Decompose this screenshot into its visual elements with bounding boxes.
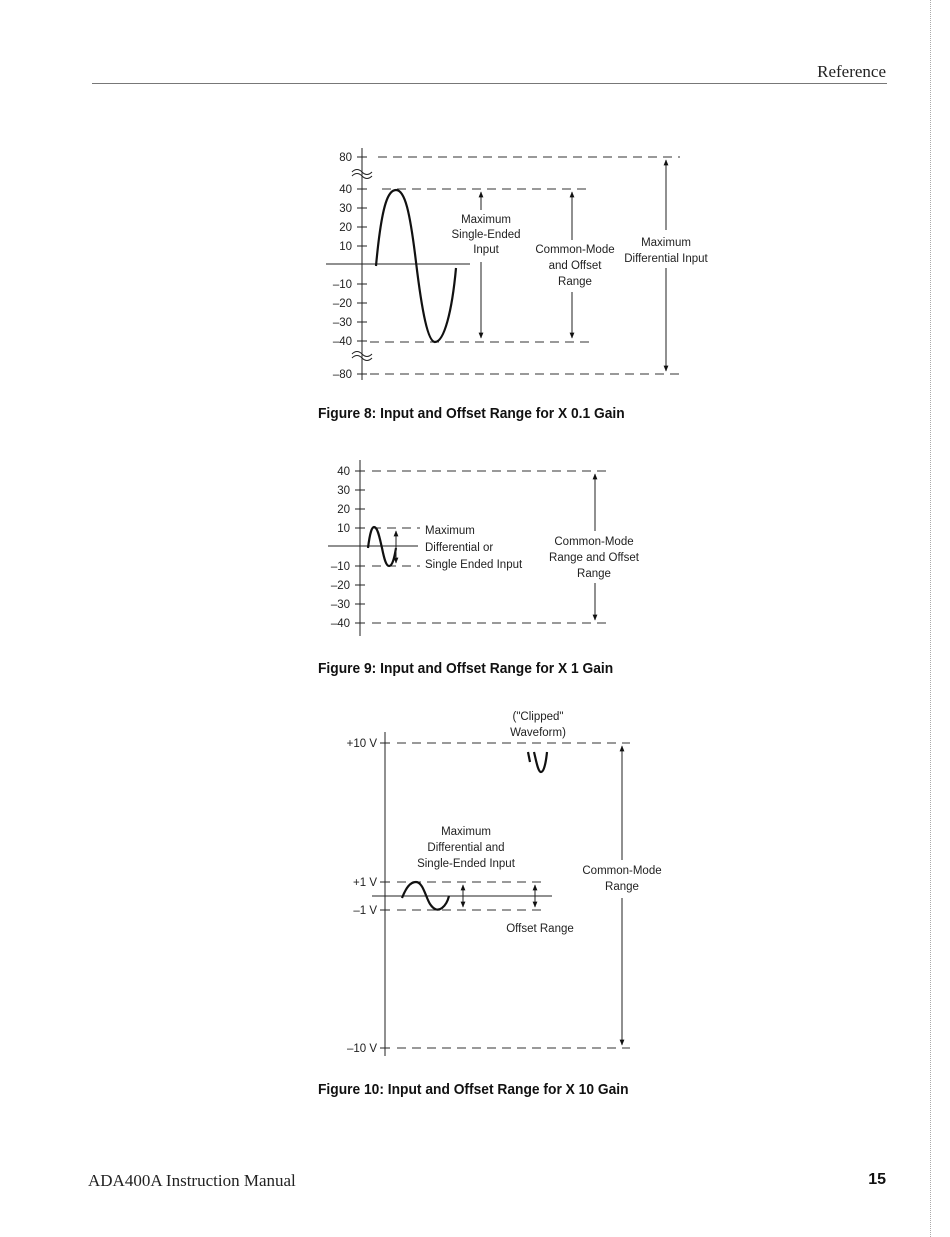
figure-10 <box>347 711 668 1056</box>
figure-10-caption: Figure 10: Input and Offset Range for X 10 Gain <box>318 1081 629 1098</box>
fig9-common-mode-label: Common-Mode <box>554 536 634 548</box>
fig8-tick-label: –80 <box>332 369 352 381</box>
fig10-clipped-label: Waveform) <box>510 727 566 739</box>
fig8-differential-label: Differential Input <box>624 253 708 265</box>
fig10-tick-label: +1 V <box>353 877 377 889</box>
fig9-tick-label: 40 <box>337 466 350 478</box>
fig9-tick-label: 10 <box>337 523 350 535</box>
fig9-common-mode-label: Range and Offset <box>549 552 639 564</box>
fig10-common-mode-label: Range <box>605 881 639 893</box>
fig9-tick-label: –10 <box>330 561 350 573</box>
fig9-differential-label: Single Ended Input <box>425 559 523 571</box>
figure-8-caption: Figure 8: Input and Offset Range for X 0.1 Gain <box>318 405 625 422</box>
fig9-tick-label: –40 <box>330 618 350 630</box>
fig8-tick-label: –10 <box>332 279 352 291</box>
fig10-tick-label: –10 V <box>346 1043 377 1055</box>
fig9-tick-label: –30 <box>330 599 350 611</box>
fig9-common-mode-label: Range <box>577 568 611 580</box>
fig8-tick-label: 30 <box>339 203 352 215</box>
fig8-common-mode-label: and Offset <box>548 260 602 272</box>
fig8-common-mode-label: Common-Mode <box>535 244 615 256</box>
fig8-tick-label: 80 <box>339 152 352 164</box>
fig10-tick-label: +10 V <box>346 738 377 750</box>
fig8-single-ended-label: Maximum <box>461 214 511 226</box>
figure-8 <box>326 148 716 381</box>
figure-9 <box>328 460 645 636</box>
fig10-max-input-label: Single-Ended Input <box>417 858 515 870</box>
fig8-single-ended-label: Single-Ended <box>451 229 521 241</box>
fig8-tick-label: –20 <box>332 298 352 310</box>
fig10-common-mode-label: Common-Mode <box>582 865 662 877</box>
fig10-max-input-label: Differential and <box>427 842 505 854</box>
running-header: Reference <box>817 62 886 81</box>
fig9-tick-label: 20 <box>337 504 350 516</box>
figure-9-caption: Figure 9: Input and Offset Range for X 1 Gain <box>318 660 614 677</box>
page-number: 15 <box>868 1171 886 1188</box>
fig8-tick-label: –40 <box>332 336 352 348</box>
fig10-clipped-waveform <box>534 752 547 772</box>
fig8-common-mode-label: Range <box>558 276 592 288</box>
fig9-differential-label: Maximum <box>425 525 475 537</box>
fig9-tick-label: –20 <box>330 580 350 592</box>
fig9-differential-label: Differential or <box>425 542 494 554</box>
fig10-clipped-waveform-rise <box>528 752 530 762</box>
fig8-tick-label: 40 <box>339 184 352 196</box>
fig8-tick-label: 10 <box>339 241 352 253</box>
fig10-offset-label: Offset Range <box>506 923 574 935</box>
fig8-tick-label: –30 <box>332 317 352 329</box>
fig9-tick-label: 30 <box>337 485 350 497</box>
fig10-tick-label: –1 V <box>353 905 377 917</box>
fig8-single-ended-label: Input <box>473 244 499 256</box>
fig10-max-input-label: Maximum <box>441 826 491 838</box>
footer-manual-title: ADA400A Instruction Manual <box>88 1171 296 1190</box>
fig8-tick-label: 20 <box>339 222 352 234</box>
fig10-clipped-label: ("Clipped" <box>512 711 564 723</box>
fig8-differential-label: Maximum <box>641 237 691 249</box>
fig8-waveform <box>376 190 456 342</box>
